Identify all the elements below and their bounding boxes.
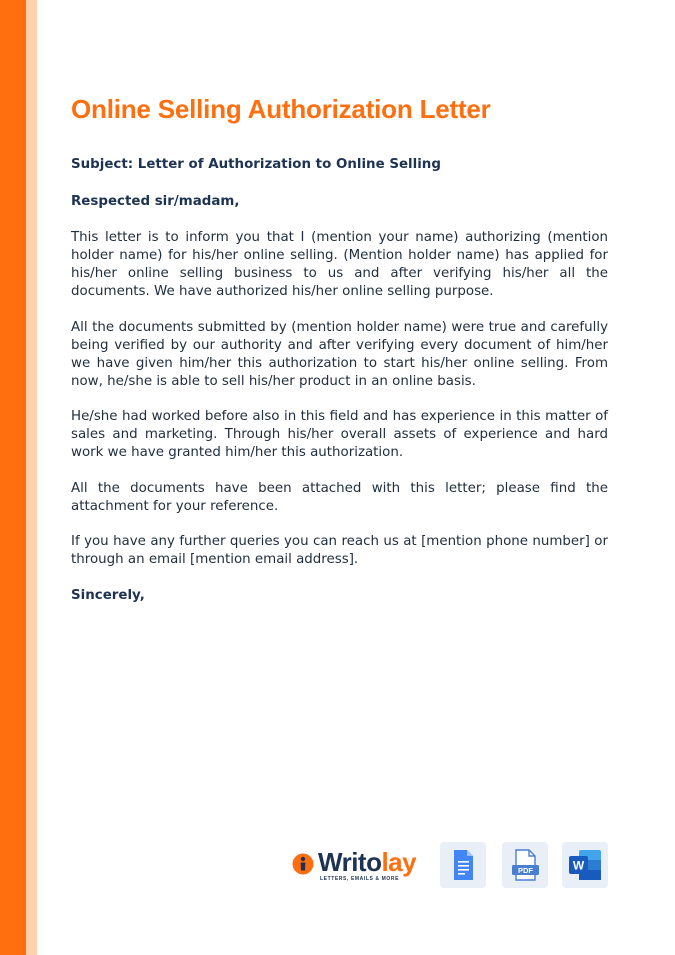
letter-subject: Subject: Letter of Authorization to Online Selling <box>71 157 441 172</box>
letter-body <box>71 156 608 622</box>
writolay-logo-icon <box>292 853 314 875</box>
brand-name-accent: lay <box>381 847 417 877</box>
google-docs-icon <box>440 842 486 888</box>
writolay-brand-logo[interactable] <box>290 845 422 885</box>
word-icon-label: W <box>572 858 585 873</box>
brand-tagline: LETTERS, EMAILS & MORE <box>320 876 400 882</box>
brand-name-main: Writo <box>318 847 382 877</box>
letter-paragraph: All the documents submitted by (mention holder name) were true and carefully being verified by our authority and after verifying every document of him/her we have given him/her this authorization to start his/her online selling. From now, he/she is able to sell his/her product in an online basis. <box>71 319 608 389</box>
google-docs-download-button[interactable] <box>440 842 486 888</box>
brand-wordmark <box>318 849 416 875</box>
letter-paragraph: If you have any further queries you can reach us at [mention phone number] or through an email [mention email address]. <box>71 534 608 567</box>
letter-paragraph: He/she had worked before also in this field and has experience in this matter of sales and marketing. Through his/her overall assets of experience and hard work we have granted him/her this authorization. <box>71 409 608 460</box>
pdf-icon-label: PDF <box>518 866 533 875</box>
pdf-download-button[interactable] <box>502 842 548 888</box>
page-title: Online Selling Authorization Letter <box>71 94 491 124</box>
pdf-file-icon <box>502 842 548 888</box>
letter-closing: Sincerely, <box>71 587 145 603</box>
ms-word-download-button[interactable] <box>562 842 608 888</box>
left-accent-stripe <box>0 0 26 955</box>
letter-paragraph: This letter is to inform you that I (mention your name) authorizing (mention holder name) for his/her online selling. (Mention holder name) has applied for his/her online selling business to us and after verifying his/her all the documents. We have authorized his/her online selling purpose. <box>71 230 608 299</box>
letter-greeting: Respected sir/madam, <box>71 194 240 209</box>
left-accent-stripe-light <box>26 0 37 955</box>
letter-paragraph: All the documents have been attached with this letter; please find the attachment for your reference. <box>71 480 608 514</box>
ms-word-icon <box>562 842 608 888</box>
